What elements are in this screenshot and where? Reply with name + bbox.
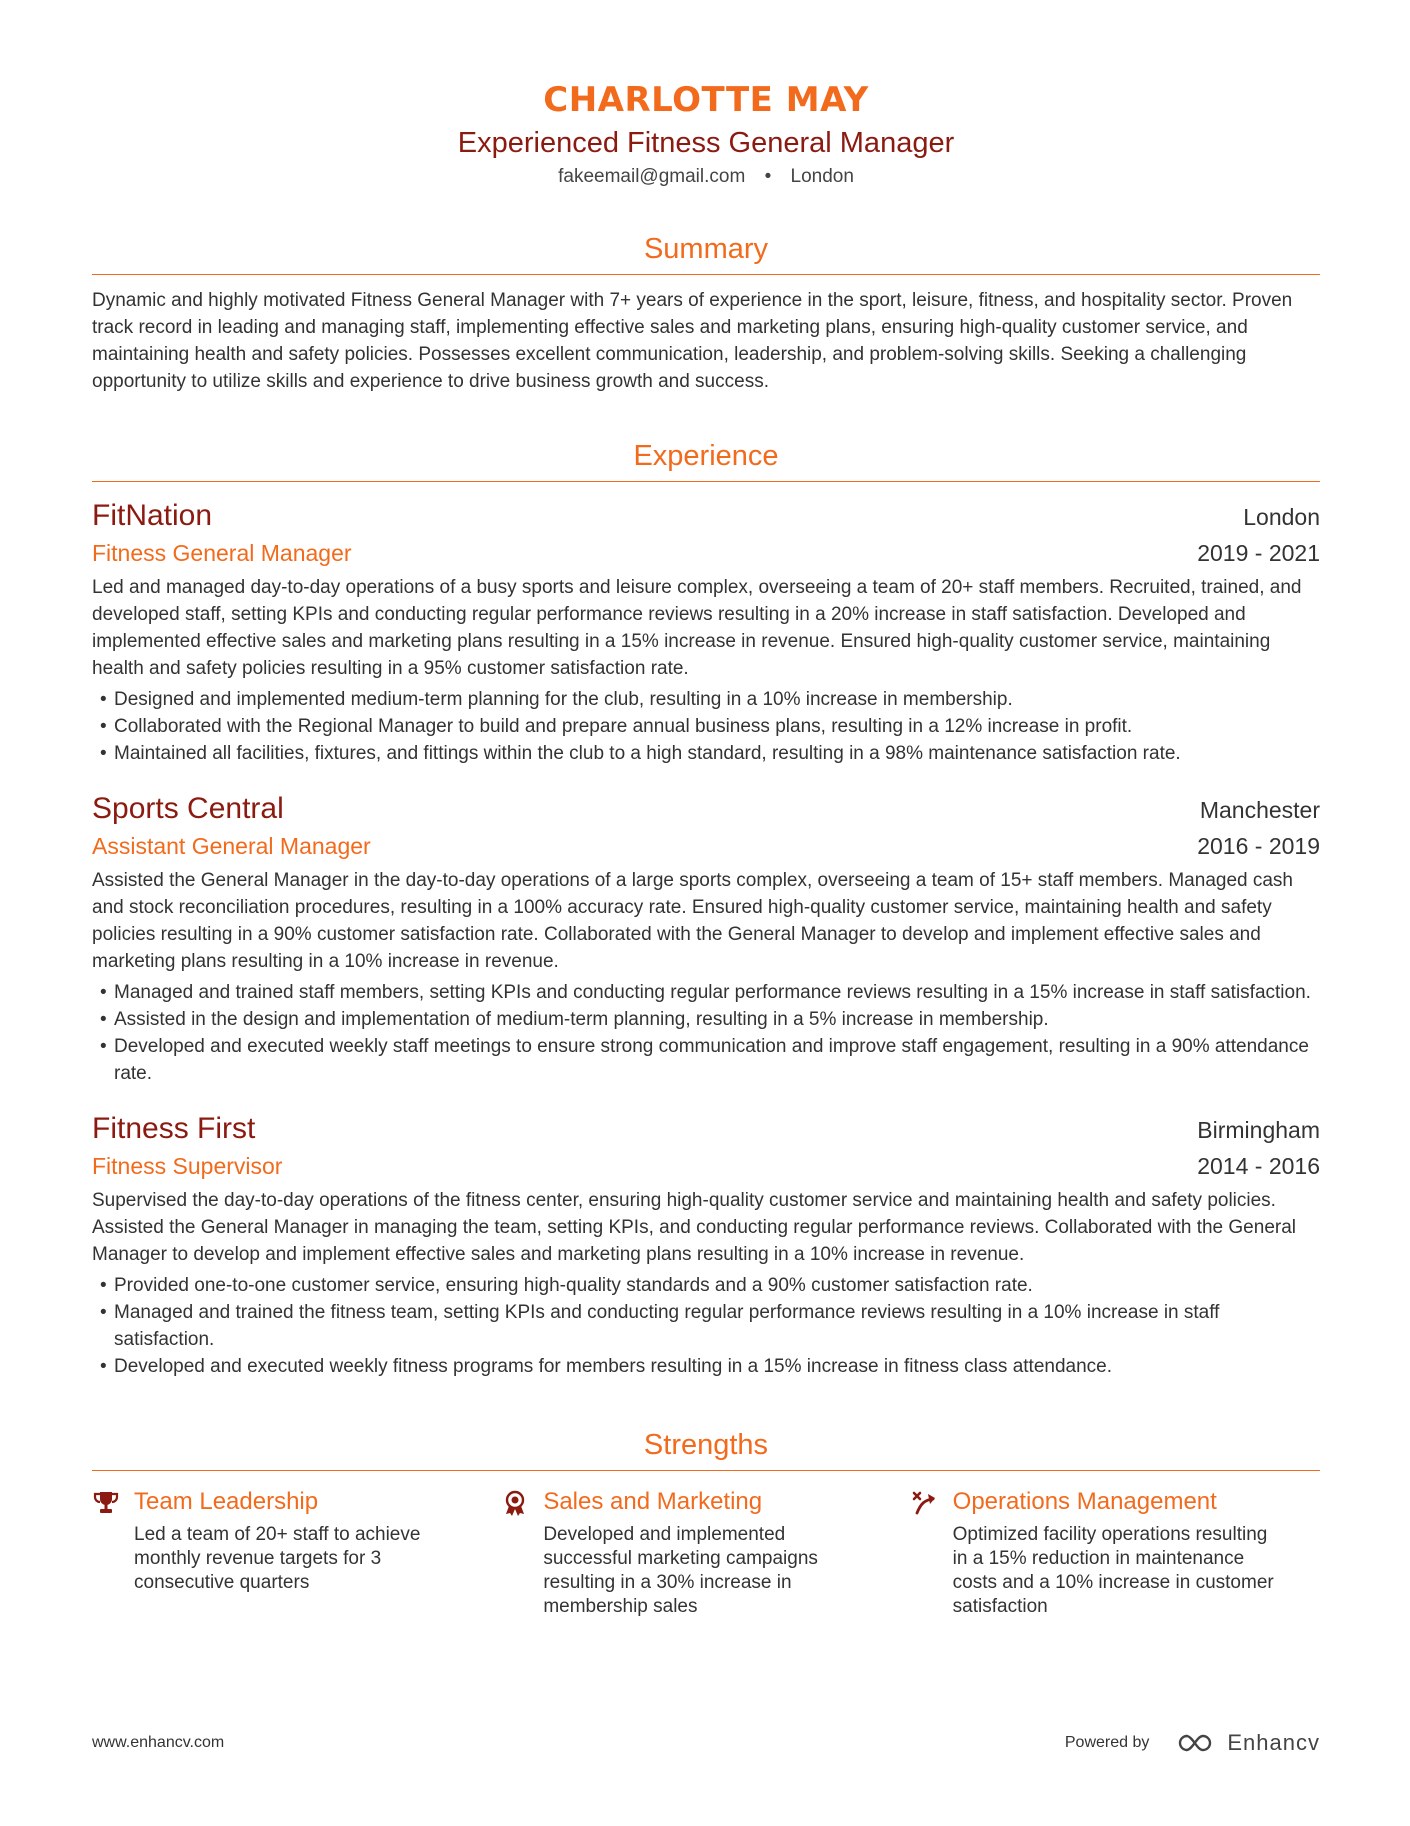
job-role-row — [92, 536, 1320, 570]
bullet-marker: • — [100, 689, 107, 710]
summary-title: Summary — [92, 230, 1320, 275]
strength-description: Optimized facility operations resulting in a 15% reduction in maintenance costs and a 10% increase in customer satisfaction — [952, 1524, 1274, 1617]
bullet-text: Provided one-to-one customer service, ensuring high-quality standards and a 90% customer satisfaction rate. — [114, 1275, 1033, 1296]
job-description: Assisted the General Manager in the day-to-day operations of a large sports complex, overseeing a team of 15+ staff members. Managed cash and stock reconciliation procedures, resulting in a 100% accuracy rate. Ensured high-quality customer service, maintaining health and safety policies resulting in a 90% customer satisfaction rate. Collaborated with the General Manager to develop and implement effective sales and marketing plans resulting in a 10% increase in revenue. — [92, 870, 1293, 972]
bullet-item — [92, 740, 1320, 767]
job-entry — [92, 496, 1320, 767]
separator-dot: • — [764, 166, 772, 187]
bullet-marker: • — [100, 982, 107, 1003]
job-dates: 2019 - 2021 — [1197, 540, 1320, 566]
experience-title: Experience — [92, 437, 1320, 482]
strength-item — [501, 1485, 910, 1619]
strength-body — [134, 1485, 464, 1619]
contact-line — [92, 164, 1320, 190]
bullet-marker: • — [100, 1009, 107, 1030]
bullet-item — [92, 1006, 1320, 1033]
bullet-item — [92, 1299, 1320, 1353]
bullet-item — [92, 1033, 1320, 1087]
job-dates: 2014 - 2016 — [1197, 1153, 1320, 1179]
company-name: Sports Central — [92, 792, 284, 825]
job-location: Manchester — [1199, 797, 1320, 823]
job-role-row — [92, 829, 1320, 863]
summary-section — [92, 230, 1320, 395]
strategy-arrow-icon — [911, 1485, 953, 1619]
job-description: Led and managed day-to-day operations of a busy sports and leisure complex, overseeing a team of 20+ staff members. Recruited, trained, and developed staff, setting KPIs and conducting regular performance reviews resulting in a 20% increase in staff satisfaction. Developed and implemented effective sales and marketing plans resulting in a 15% increase in revenue. Ensured high-quality customer service, maintaining health and safety policies resulting in a 95% customer satisfaction rate. — [92, 577, 1302, 679]
brand-logo[interactable] — [1173, 1730, 1320, 1756]
job-role: Fitness Supervisor — [92, 1153, 283, 1179]
job-description: Supervised the day-to-day operations of the fitness center, ensuring high-quality customer service and maintaining health and safety policies. Assisted the General Manager in managing the team, setting KPIs, and conducting regular performance reviews. Collaborated with the General Manager to develop and implement effective sales and marketing plans resulting in a 10% increase in revenue. — [92, 1190, 1296, 1265]
bullet-item — [92, 1353, 1320, 1380]
job-bullets — [92, 686, 1320, 767]
website-link[interactable]: www.enhancv.com — [92, 1734, 225, 1751]
job-entry — [92, 789, 1320, 1087]
location-text: London — [790, 166, 854, 187]
bullet-text: Collaborated with the Regional Manager to build and prepare annual business plans, resulting in a 12% increase in profit. — [114, 716, 1133, 737]
job-role-row — [92, 1149, 1320, 1183]
email-text[interactable]: fakeemail@gmail.com — [558, 166, 746, 187]
job-dates: 2016 - 2019 — [1197, 833, 1320, 859]
strength-description: Developed and implemented successful marketing campaigns resulting in a 30% increase in membership sales — [543, 1524, 818, 1617]
bullet-text: Managed and trained the fitness team, setting KPIs and conducting regular performance reviews resulting in a 10% increase in staff satisfaction. — [114, 1302, 1220, 1350]
bullet-text: Assisted in the design and implementation of medium-term planning, resulting in a 5% increase in membership. — [114, 1009, 1049, 1030]
trophy-icon — [92, 1485, 134, 1619]
strength-body — [953, 1485, 1283, 1619]
job-entry — [92, 1109, 1320, 1380]
resume-page — [92, 0, 1320, 1619]
resume-header — [92, 0, 1320, 190]
job-header-row — [92, 1109, 1320, 1149]
bullet-text: Developed and executed weekly staff meetings to ensure strong communication and improve staff engagement, resulting in a 90% attendance rate. — [114, 1036, 1309, 1084]
job-role: Fitness General Manager — [92, 540, 352, 566]
strength-body — [543, 1485, 873, 1619]
company-name: Fitness First — [92, 1112, 256, 1145]
job-location: London — [1243, 504, 1320, 530]
candidate-headline: Experienced Fitness General Manager — [457, 127, 955, 159]
strengths-grid — [92, 1485, 1320, 1619]
bullet-marker: • — [100, 1356, 107, 1377]
job-bullets — [92, 979, 1320, 1087]
bullet-marker: • — [100, 1036, 107, 1057]
bullet-text: Managed and trained staff members, setting KPIs and conducting regular performance reviews resulting in a 15% increase in staff satisfaction. — [114, 982, 1311, 1003]
enhancv-logo-icon — [1173, 1732, 1219, 1754]
strengths-section — [92, 1426, 1320, 1619]
powered-by-label: Powered by — [1064, 1734, 1150, 1751]
job-header-row — [92, 496, 1320, 536]
strength-description: Led a team of 20+ staff to achieve monthly revenue targets for 3 consecutive quarters — [134, 1524, 421, 1593]
bullet-marker: • — [100, 1275, 107, 1296]
page-footer — [92, 1730, 1320, 1756]
job-role: Assistant General Manager — [92, 833, 371, 859]
bullet-item — [92, 686, 1320, 713]
job-location: Birmingham — [1197, 1117, 1320, 1143]
bullet-text: Maintained all facilities, fixtures, and fittings within the club to a high standard, resulting in a 98% maintenance satisfaction rate. — [114, 743, 1181, 764]
strength-item — [911, 1485, 1320, 1619]
job-bullets — [92, 1272, 1320, 1380]
bullet-text: Developed and executed weekly fitness programs for members resulting in a 15% increase in fitness class attendance. — [114, 1356, 1113, 1377]
strength-title: Sales and Marketing — [543, 1488, 763, 1515]
award-badge-icon — [501, 1485, 543, 1619]
powered-by — [1065, 1730, 1320, 1756]
job-header-row — [92, 789, 1320, 829]
bullet-text: Designed and implemented medium-term planning for the club, resulting in a 10% increase in membership. — [114, 689, 1013, 710]
experience-section — [92, 437, 1320, 1380]
bullet-item — [92, 979, 1320, 1006]
company-name: FitNation — [92, 499, 213, 532]
bullet-marker: • — [100, 743, 107, 764]
bullet-item — [92, 713, 1320, 740]
summary-text: Dynamic and highly motivated Fitness General Manager with 7+ years of experience in the sport, leisure, fitness, and hospitality sector. Proven track record in leading and managing staff, implementing effective sales and marketing plans, ensuring high-quality customer service, and maintaining health and safety policies. Possesses excellent communication, leadership, and problem-solving skills. Seeking a challenging opportunity to utilize skills and experience to drive business growth and success. — [92, 290, 1293, 392]
bullet-marker: • — [100, 716, 107, 737]
bullet-item — [92, 1272, 1320, 1299]
strength-item — [92, 1485, 501, 1619]
strengths-title: Strengths — [92, 1426, 1320, 1471]
candidate-name: CHARLOTTE MAY — [543, 80, 869, 120]
strength-title: Team Leadership — [134, 1488, 319, 1515]
bullet-marker: • — [100, 1302, 107, 1323]
strength-title: Operations Management — [952, 1488, 1217, 1515]
brand-name: Enhancv — [1227, 1730, 1320, 1755]
